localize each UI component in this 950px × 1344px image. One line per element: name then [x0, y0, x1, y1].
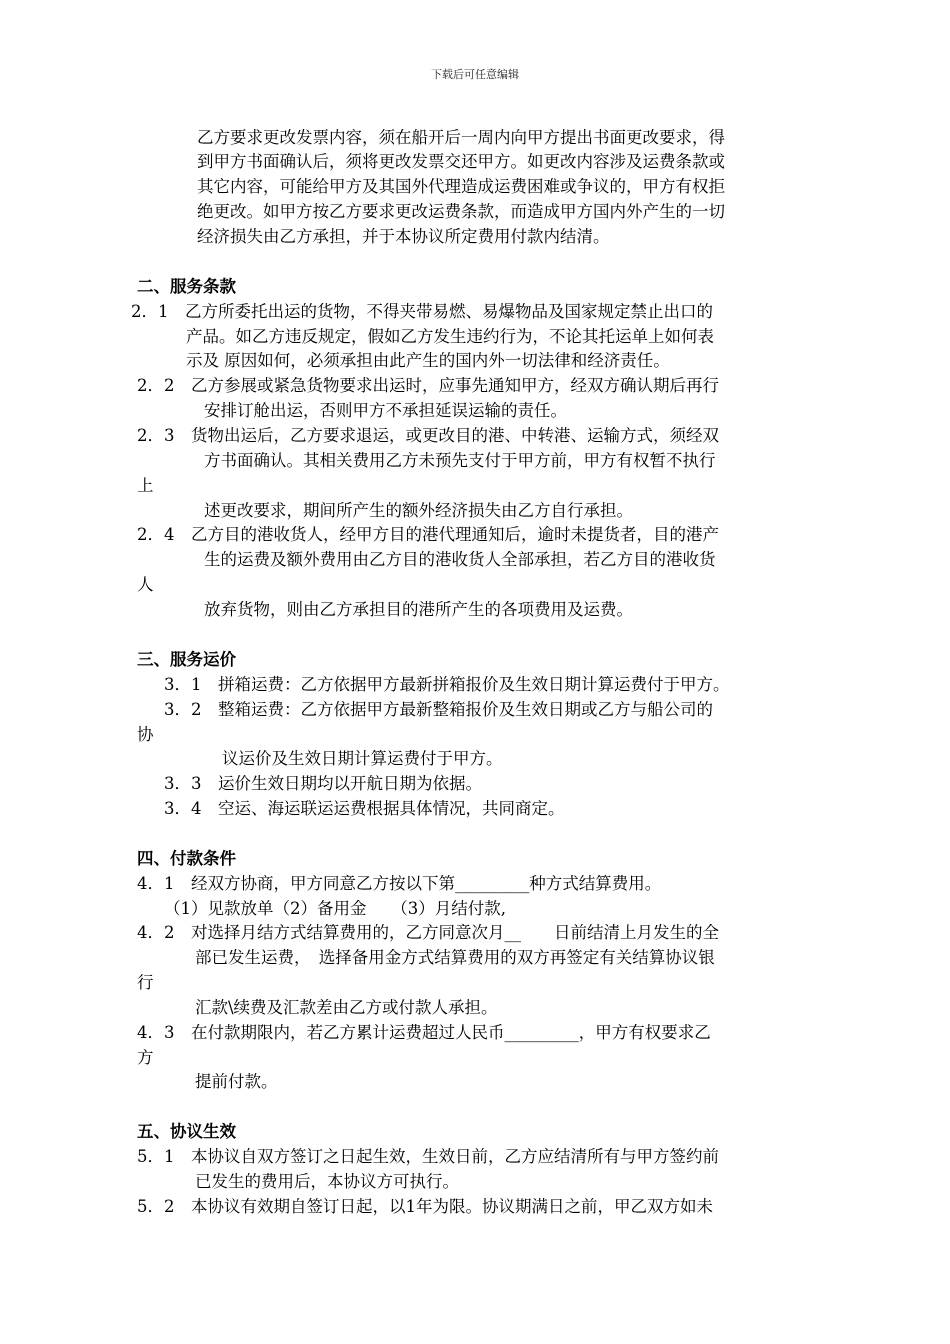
clause-line: 3．4 空运、海运联运运费根据具体情况，共同商定。	[164, 799, 565, 818]
section-heading: 二、服务条款	[137, 277, 236, 296]
clause-line: 4．2 对选择月结方式结算费用的，乙方同意次月__ 日前结清上月发生的全	[137, 923, 719, 942]
clause-line: 3．2 整箱运费：乙方依据甲方最新整箱报价及生效日期或乙方与船公司的	[164, 700, 713, 719]
text-line: 绝更改。如甲方按乙方要求更改运费条款，而造成甲方国内外产生的一切	[197, 202, 725, 221]
clause-line: 产品。如乙方违反规定，假如乙方发生违约行为，不论其托运单上如何表	[186, 327, 714, 346]
section-heading: 三、服务运价	[137, 650, 236, 669]
clause-line: 2．1 乙方所委托出运的货物，不得夹带易燃、易爆物品及国家规定禁止出口的	[131, 302, 713, 321]
clause-line: 行	[137, 973, 154, 992]
clause-line: 4．3 在付款期限内，若乙方累计运费超过人民币_________，甲方有权要求乙	[137, 1023, 711, 1042]
text-line: 乙方要求更改发票内容，须在船开后一周内向甲方提出书面更改要求，得	[197, 128, 725, 147]
clause-line: 已发生的费用后，本协议方可执行。	[195, 1172, 459, 1191]
clause-line: 安排订舱出运，否则甲方不承担延误运输的责任。	[204, 401, 567, 420]
clause-line: 汇款\续费及汇款差由乙方或付款人承担。	[195, 998, 498, 1017]
section-heading: 四、付款条件	[137, 849, 236, 868]
clause-line: 部已发生运费， 选择备用金方式结算费用的双方再签定有关结算协议银	[195, 948, 715, 967]
section-heading: 五、协议生效	[137, 1122, 236, 1141]
clause-line: 4．1 经双方协商，甲方同意乙方按以下第_________种方式结算费用。	[137, 874, 662, 893]
page-header-note: 下载后可任意编辑	[431, 68, 519, 81]
clause-line: 放弃货物，则由乙方承担目的港所产生的各项费用及运费。	[204, 600, 633, 619]
clause-line: 人	[137, 575, 154, 594]
clause-line: 生的运费及额外费用由乙方目的港收货人全部承担，若乙方目的港收货	[204, 550, 716, 569]
clause-line: 示及 原因如何，必须承担由此产生的国内外一切法律和经济责任。	[186, 351, 670, 370]
clause-line: 5．1 本协议自双方签订之日起生效，生效日前，乙方应结清所有与甲方签约前	[137, 1147, 719, 1166]
clause-line: 方	[137, 1048, 154, 1067]
clause-line: 上	[137, 476, 154, 495]
clause-line: 述更改要求，期间所产生的额外经济损失由乙方自行承担。	[204, 501, 633, 520]
clause-line: 3．3 运价生效日期均以开航日期为依据。	[164, 774, 482, 793]
clause-line: 5．2 本协议有效期自签订日起，以1年为限。协议期满日之前，甲乙双方如未	[137, 1197, 713, 1216]
text-line: 其它内容，可能给甲方及其国外代理造成运费困难或争议的，甲方有权拒	[197, 177, 725, 196]
clause-line: 议运价及生效日期计算运费付于甲方。	[222, 749, 503, 768]
clause-line: 3．1 拼箱运费：乙方依据甲方最新拼箱报价及生效日期计算运费付于甲方。	[164, 675, 730, 694]
clause-line: 提前付款。	[195, 1072, 278, 1091]
clause-line: 方书面确认。其相关费用乙方未预先支付于甲方前，甲方有权暂不执行	[204, 451, 716, 470]
clause-line: （1）见款放单（2）备用金 （3）月结付款,	[164, 899, 506, 918]
clause-line: 2．2 乙方参展或紧急货物要求出运时，应事先通知甲方，经双方确认期后再行	[137, 376, 719, 395]
clause-line: 2．3 货物出运后，乙方要求退运，或更改目的港、中转港、运输方式，须经双	[137, 426, 719, 445]
clause-line: 2．4 乙方目的港收货人，经甲方目的港代理通知后，逾时未提货者，目的港产	[137, 525, 719, 544]
text-line: 经济损失由乙方承担，并于本协议所定费用付款内结清。	[197, 227, 610, 246]
clause-line: 协	[137, 725, 154, 744]
text-line: 到甲方书面确认后，须将更改发票交还甲方。如更改内容涉及运费条款或	[197, 152, 725, 171]
